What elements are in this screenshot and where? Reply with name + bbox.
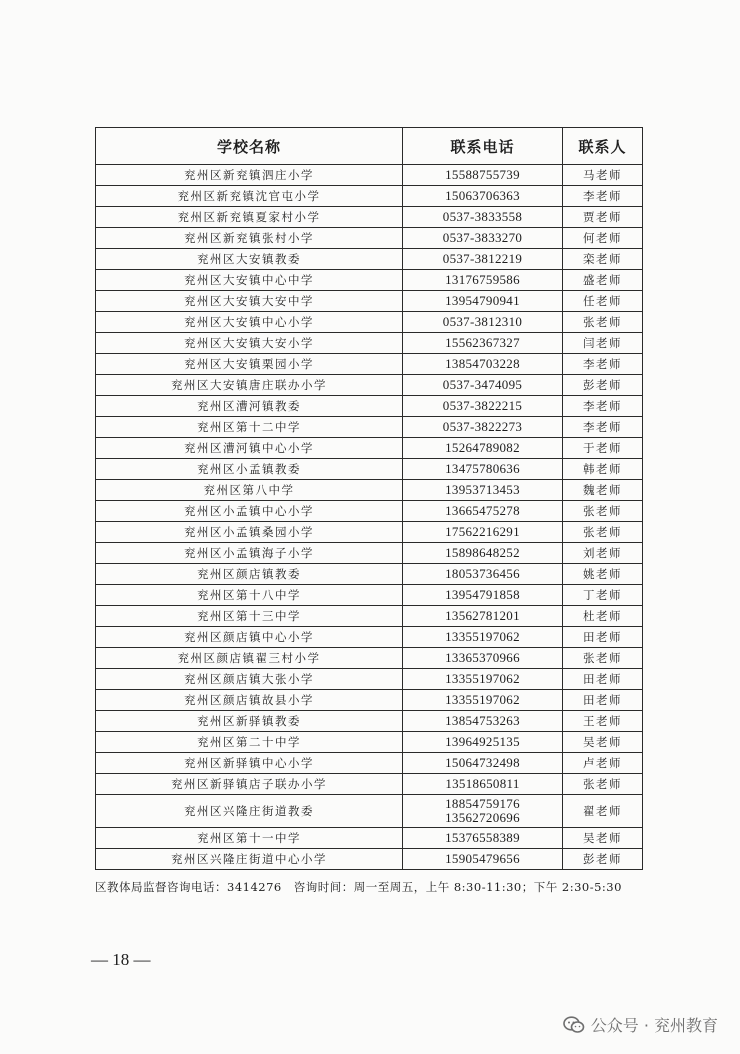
phone-number: 15898648252 — [445, 545, 520, 560]
watermark-text: 公众号 · 兖州教育 — [590, 1016, 718, 1035]
school-name-cell: 兖州区大安镇中心小学 — [96, 312, 403, 333]
phone-number: 13954791858 — [445, 587, 520, 602]
school-name-cell: 兖州区小孟镇桑园小学 — [96, 522, 403, 543]
table-row — [96, 291, 643, 312]
phone-number: 13176759586 — [445, 272, 520, 287]
phone-number: 0537-3812310 — [442, 314, 523, 329]
phone-cell — [403, 690, 563, 711]
school-name-cell: 兖州区第十一中学 — [96, 828, 403, 849]
phone-cell — [403, 564, 563, 585]
contact-person-cell: 田老师 — [563, 690, 643, 711]
table-row — [96, 522, 643, 543]
contact-person-cell: 张老师 — [563, 501, 643, 522]
phone-number: 17562216291 — [445, 524, 520, 539]
table-row — [96, 732, 643, 753]
table-row — [96, 564, 643, 585]
account-watermark — [563, 1013, 718, 1036]
phone-number: 13954790941 — [445, 293, 520, 308]
table-header-row — [96, 128, 643, 165]
phone-number: 13475780636 — [445, 461, 520, 476]
school-name-cell: 兖州区大安镇栗园小学 — [96, 354, 403, 375]
school-name-cell: 兖州区小孟镇教委 — [96, 459, 403, 480]
contact-person-cell: 田老师 — [563, 669, 643, 690]
header-contact: 联系人 — [563, 128, 643, 165]
contact-person-cell: 李老师 — [563, 417, 643, 438]
school-name-cell: 兖州区第八中学 — [96, 480, 403, 501]
phone-cell — [403, 669, 563, 690]
table-row — [96, 375, 643, 396]
table-body — [96, 165, 643, 870]
school-name-cell: 兖州区新驿镇教委 — [96, 711, 403, 732]
contact-person-cell: 张老师 — [563, 312, 643, 333]
contact-person-cell: 马老师 — [563, 165, 643, 186]
wechat-icon — [563, 1016, 585, 1034]
phone-number: 15064732498 — [445, 755, 520, 770]
phone-cell — [403, 396, 563, 417]
table-row — [96, 249, 643, 270]
phone-cell — [403, 648, 563, 669]
table-row — [96, 690, 643, 711]
header-school-name: 学校名称 — [96, 128, 403, 165]
school-name-cell: 兖州区第二十中学 — [96, 732, 403, 753]
phone-cell — [403, 795, 563, 828]
phone-cell — [403, 375, 563, 396]
phone-number: 0537-3833558 — [442, 209, 523, 224]
school-name-cell: 兖州区漕河镇中心小学 — [96, 438, 403, 459]
table-row — [96, 186, 643, 207]
table-row — [96, 828, 643, 849]
phone-number: 13355197062 — [445, 629, 520, 644]
contact-person-cell: 吴老师 — [563, 732, 643, 753]
phone-number: 15562367327 — [445, 335, 520, 350]
school-name-cell: 兖州区新兖镇泗庄小学 — [96, 165, 403, 186]
phone-number: 13562781201 — [445, 608, 520, 623]
phone-number: 13854703228 — [445, 356, 520, 371]
phone-number: 18854759176 — [445, 796, 520, 811]
table-row — [96, 753, 643, 774]
phone-number: 0537-3822215 — [442, 398, 523, 413]
phone-cell — [403, 522, 563, 543]
phone-number: 15905479656 — [445, 851, 520, 866]
school-name-cell: 兖州区颜店镇故县小学 — [96, 690, 403, 711]
table-row — [96, 648, 643, 669]
school-name-cell: 兖州区颜店镇中心小学 — [96, 627, 403, 648]
phone-cell — [403, 165, 563, 186]
phone-number: 0537-3822273 — [442, 419, 523, 434]
contact-person-cell: 翟老师 — [563, 795, 643, 828]
contact-person-cell: 田老师 — [563, 627, 643, 648]
phone-number: 15264789082 — [445, 440, 520, 455]
table-row — [96, 585, 643, 606]
school-contact-table — [95, 127, 643, 870]
phone-cell — [403, 627, 563, 648]
contact-person-cell: 闫老师 — [563, 333, 643, 354]
phone-cell — [403, 459, 563, 480]
table-row — [96, 354, 643, 375]
phone-cell — [403, 270, 563, 291]
contact-person-cell: 张老师 — [563, 522, 643, 543]
school-name-cell: 兖州区漕河镇教委 — [96, 396, 403, 417]
table-row — [96, 312, 643, 333]
phone-number: 0537-3474095 — [442, 377, 523, 392]
contact-person-cell: 卢老师 — [563, 753, 643, 774]
contact-person-cell: 贾老师 — [563, 207, 643, 228]
contact-person-cell: 盛老师 — [563, 270, 643, 291]
phone-cell — [403, 585, 563, 606]
phone-cell — [403, 849, 563, 870]
table-row — [96, 417, 643, 438]
contact-person-cell: 姚老师 — [563, 564, 643, 585]
school-name-cell: 兖州区新驿镇中心小学 — [96, 753, 403, 774]
phone-cell — [403, 774, 563, 795]
table-row — [96, 627, 643, 648]
table-row — [96, 795, 643, 828]
phone-number: 15588755739 — [445, 167, 520, 182]
table-row — [96, 501, 643, 522]
school-name-cell: 兖州区小孟镇中心小学 — [96, 501, 403, 522]
phone-cell — [403, 711, 563, 732]
table-row — [96, 270, 643, 291]
table-row — [96, 849, 643, 870]
table-row — [96, 480, 643, 501]
phone-number: 13854753263 — [445, 713, 520, 728]
phone-cell — [403, 249, 563, 270]
phone-number: 13365370966 — [445, 650, 520, 665]
table-row — [96, 207, 643, 228]
contact-person-cell: 李老师 — [563, 354, 643, 375]
phone-cell — [403, 606, 563, 627]
phone-cell — [403, 438, 563, 459]
phone-cell — [403, 291, 563, 312]
contact-person-cell: 魏老师 — [563, 480, 643, 501]
school-name-cell: 兖州区颜店镇大张小学 — [96, 669, 403, 690]
school-name-cell: 兖州区第十三中学 — [96, 606, 403, 627]
school-name-cell: 兖州区第十二中学 — [96, 417, 403, 438]
phone-number: 0537-3833270 — [442, 230, 523, 245]
table-row — [96, 165, 643, 186]
phone-cell — [403, 480, 563, 501]
school-name-cell: 兖州区大安镇大安中学 — [96, 291, 403, 312]
table-row — [96, 228, 643, 249]
page-number: — 18 — — [91, 950, 151, 969]
table-row — [96, 543, 643, 564]
table-row — [96, 774, 643, 795]
contact-person-cell: 李老师 — [563, 186, 643, 207]
contact-person-cell: 李老师 — [563, 396, 643, 417]
table-row — [96, 459, 643, 480]
phone-cell — [403, 354, 563, 375]
phone-cell — [403, 186, 563, 207]
school-name-cell: 兖州区新兖镇张村小学 — [96, 228, 403, 249]
phone-number: 13355197062 — [445, 671, 520, 686]
school-name-cell: 兖州区新兖镇夏家村小学 — [96, 207, 403, 228]
contact-person-cell: 任老师 — [563, 291, 643, 312]
contact-person-cell: 何老师 — [563, 228, 643, 249]
phone-cell — [403, 333, 563, 354]
contact-person-cell: 韩老师 — [563, 459, 643, 480]
phone-number: 13953713453 — [445, 482, 520, 497]
table-row — [96, 396, 643, 417]
contact-person-cell: 杜老师 — [563, 606, 643, 627]
contact-person-cell: 栾老师 — [563, 249, 643, 270]
phone-number: 15063706363 — [445, 188, 520, 203]
school-name-cell: 兖州区大安镇大安小学 — [96, 333, 403, 354]
contact-person-cell: 彭老师 — [563, 849, 643, 870]
table-row — [96, 333, 643, 354]
phone-number: 0537-3812219 — [442, 251, 523, 266]
phone-number: 18053736456 — [445, 566, 520, 581]
school-name-cell: 兖州区小孟镇海子小学 — [96, 543, 403, 564]
phone-cell — [403, 501, 563, 522]
school-name-cell: 兖州区大安镇教委 — [96, 249, 403, 270]
table-row — [96, 711, 643, 732]
contact-person-cell: 吴老师 — [563, 828, 643, 849]
contact-person-cell: 于老师 — [563, 438, 643, 459]
phone-cell — [403, 207, 563, 228]
supervision-hotline-note: 区教体局监督咨询电话：3414276 咨询时间：周一至周五，上午 8:30-11:30；下午 2:30-5:30 — [95, 880, 622, 894]
phone-cell — [403, 312, 563, 333]
contact-person-cell: 丁老师 — [563, 585, 643, 606]
school-name-cell: 兖州区兴隆庄街道中心小学 — [96, 849, 403, 870]
school-name-cell: 兖州区第十八中学 — [96, 585, 403, 606]
table-row — [96, 438, 643, 459]
phone-cell — [403, 543, 563, 564]
phone-number: 13964925135 — [445, 734, 520, 749]
contact-person-cell: 王老师 — [563, 711, 643, 732]
contact-person-cell: 刘老师 — [563, 543, 643, 564]
phone-number: 13665475278 — [445, 503, 520, 518]
school-name-cell: 兖州区新兖镇沈官屯小学 — [96, 186, 403, 207]
school-name-cell: 兖州区新驿镇店子联办小学 — [96, 774, 403, 795]
contact-person-cell: 彭老师 — [563, 375, 643, 396]
phone-number: 13562720696 — [445, 810, 520, 825]
school-name-cell: 兖州区大安镇唐庄联办小学 — [96, 375, 403, 396]
school-name-cell: 兖州区颜店镇教委 — [96, 564, 403, 585]
phone-number: 15376558389 — [445, 830, 520, 845]
phone-number: 13355197062 — [445, 692, 520, 707]
school-name-cell: 兖州区兴隆庄街道教委 — [96, 795, 403, 828]
table-row — [96, 669, 643, 690]
phone-cell — [403, 732, 563, 753]
contact-person-cell: 张老师 — [563, 774, 643, 795]
phone-number: 13518650811 — [445, 776, 520, 791]
phone-cell — [403, 753, 563, 774]
phone-cell — [403, 228, 563, 249]
contact-person-cell: 张老师 — [563, 648, 643, 669]
phone-cell — [403, 417, 563, 438]
school-name-cell: 兖州区颜店镇翟三村小学 — [96, 648, 403, 669]
table-row — [96, 606, 643, 627]
header-phone: 联系电话 — [403, 128, 563, 165]
school-name-cell: 兖州区大安镇中心中学 — [96, 270, 403, 291]
phone-cell — [403, 828, 563, 849]
